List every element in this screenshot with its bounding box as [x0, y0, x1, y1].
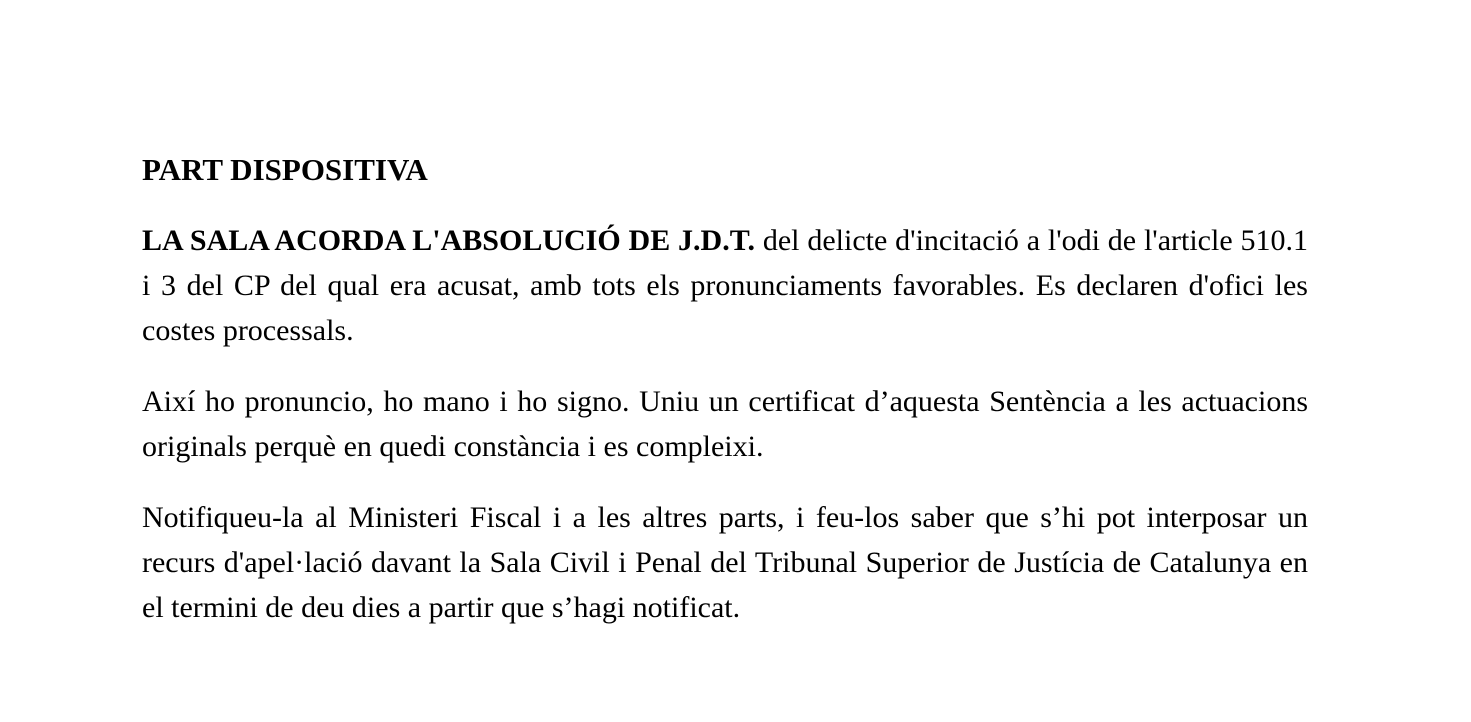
pronouncement-paragraph: Així ho pronuncio, ho mano i ho signo. Uniu un certificat d’aquesta Sentència a les actuacions originals perquè en quedi constància i es compleixi. — [142, 385, 1308, 463]
ruling-paragraph-text: del delicte d'incitació a l'odi de l'article 510.1 i 3 del CP del qual era acusat, amb tots els pronunciaments favorables. Es declaren d'ofici les costes processals. — [142, 224, 1309, 347]
ruling-bold-lead: LA SALA ACORDA L'ABSOLUCIÓ DE J.D.T. — [142, 224, 756, 257]
ruling-paragraph — [142, 218, 1308, 353]
document-page — [142, 148, 1308, 656]
section-heading: PART DISPOSITIVA — [142, 152, 428, 187]
notification-paragraph: Notifiqueu-la al Ministeri Fiscal i a les altres parts, i feu-los saber que s’hi pot interposar un recurs d'apel·lació davant la Sala Civil i Penal del Tribunal Superior de Justícia de Catalunya en el termini de deu dies a partir que s’hagi notificat. — [142, 501, 1308, 624]
